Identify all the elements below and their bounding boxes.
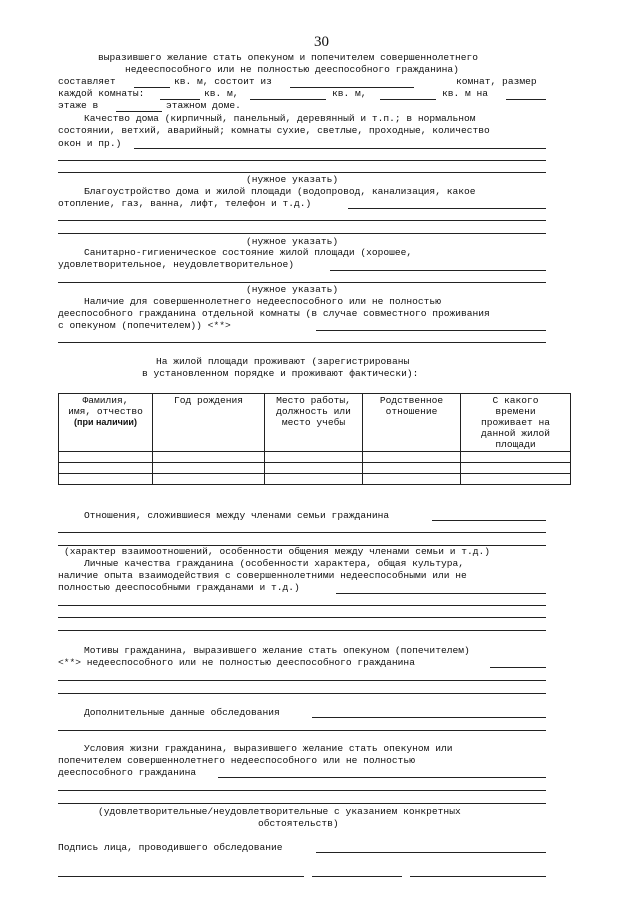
conditions-field-2[interactable] (58, 790, 546, 791)
personal-line-1: Личные качества гражданина (особенности характера, общая культура, (84, 558, 464, 569)
signature-field-1[interactable] (316, 852, 546, 853)
room-line-3: с опекуном (попечителем)) <**> (58, 320, 231, 331)
additional-field-1[interactable] (312, 717, 546, 718)
personal-field-3[interactable] (58, 617, 546, 618)
signature-label: Подпись лица, проводившего обследование (58, 842, 283, 853)
signature-field-name[interactable] (58, 876, 304, 877)
sanitary-line-1: Санитарно-гигиеническое состояние жилой площади (хорошее, (84, 247, 413, 258)
personal-field-1[interactable] (336, 593, 546, 594)
col-header-relation: Родственное отношение (363, 394, 461, 452)
residents-heading-2: в установленном порядке и проживают фактически): (142, 368, 419, 379)
relations-field-2[interactable] (58, 532, 546, 533)
personal-line-3: полностью дееспособными гражданами и т.д.) (58, 582, 300, 593)
col-header-since: С какого времени проживает на данной жилой площади (461, 394, 571, 452)
additional-line-1: Дополнительные данные обследования (84, 707, 280, 718)
room-line-2: дееспособного гражданина отдельной комнаты (в случае совместного проживания (58, 308, 490, 319)
quality-field-3[interactable] (58, 172, 546, 173)
personal-field-4[interactable] (58, 630, 546, 631)
conditions-field-3[interactable] (58, 803, 546, 804)
residents-heading-1: На жилой площади проживают (зарегистрированы (156, 356, 410, 367)
sanitary-field-2[interactable] (58, 282, 546, 283)
col-header-birth-year: Год рождения (153, 394, 265, 452)
quality-line-3: окон и пр.) (58, 138, 122, 149)
col-header-work: Место работы, должность или место учебы (265, 394, 363, 452)
quality-field-2[interactable] (58, 160, 546, 161)
motives-line-1: Мотивы гражданина, выразившего желание стать опекуном (попечителем) (84, 645, 470, 656)
housing-label-4: каждой комнаты: (58, 88, 145, 99)
hint-select-3: (нужное указать) (246, 284, 339, 295)
floor-field[interactable] (506, 99, 546, 100)
conditions-line-3: дееспособного гражданина (58, 767, 197, 778)
page-number: 30 (314, 34, 329, 50)
sanitary-line-2: удовлетворительное, неудовлетворительное) (58, 259, 295, 270)
housing-label-8: этаже в (58, 100, 99, 111)
housing-label-6: кв. м, (332, 88, 367, 99)
room-field-1[interactable] (316, 330, 546, 331)
hint-conditions-2: обстоятельств) (258, 818, 339, 829)
table-row[interactable] (59, 452, 571, 463)
quality-line-1: Качество дома (кирпичный, панельный, деревянный и т.п.; в нормальном (84, 113, 476, 124)
housing-label-7: кв. м на (442, 88, 489, 99)
relations-field-1[interactable] (432, 520, 546, 521)
amenities-line-1: Благоустройство дома и жилой площади (водопровод, канализация, какое (84, 186, 476, 197)
signature-field-sign[interactable] (312, 876, 402, 877)
additional-field-2[interactable] (58, 730, 546, 731)
personal-field-2[interactable] (58, 605, 546, 606)
hint-select-2: (нужное указать) (246, 236, 339, 247)
amenities-field-2[interactable] (58, 220, 546, 221)
housing-label-5: кв. м, (204, 88, 239, 99)
conditions-line-1: Условия жизни гражданина, выразившего желание стать опекуном или (84, 743, 453, 754)
housing-label-9: этажном доме. (166, 100, 241, 111)
amenities-line-2: отопление, газ, ванна, лифт, телефон и т.д.) (58, 198, 312, 209)
col-header-name: Фамилия, имя, отчество (при наличии) (59, 394, 153, 452)
hint-conditions-1: (удовлетворительные/неудовлетворительные с указанием конкретных (98, 806, 461, 817)
quality-field-1[interactable] (134, 148, 546, 149)
conditions-field-1[interactable] (218, 777, 546, 778)
sanitary-field-1[interactable] (330, 270, 546, 271)
motives-field-3[interactable] (58, 693, 546, 694)
room2-size-field[interactable] (250, 99, 326, 100)
header-line-1: выразившего желание стать опекуном и попечителем совершеннолетнего (98, 52, 478, 63)
housing-label-2: кв. м, состоит из (174, 76, 272, 87)
room3-size-field[interactable] (380, 99, 436, 100)
room-line-1: Наличие для совершеннолетнего недееспособного или не полностью (84, 296, 441, 307)
residents-table (58, 393, 571, 485)
relations-line-1: Отношения, сложившиеся между членами семьи гражданина (84, 510, 390, 521)
conditions-line-2: попечителем совершеннолетнего недееспособного или не полностью (58, 755, 415, 766)
hint-select-1: (нужное указать) (246, 174, 339, 185)
hint-relations: (характер взаимоотношений, особенности общения между членами семьи и т.д.) (64, 546, 491, 557)
table-row[interactable] (59, 463, 571, 474)
personal-line-2: наличие опыта взаимодействия с совершеннолетними недееспособными или не (58, 570, 467, 581)
header-line-2: недееспособного или не полностью дееспособного гражданина) (125, 64, 459, 75)
motives-field-1[interactable] (490, 667, 546, 668)
floors-total-field[interactable] (116, 111, 162, 112)
quality-line-2: состоянии, ветхий, аварийный; комнаты сухие, светлые, проходные, количество (58, 125, 490, 136)
signature-field-date[interactable] (410, 876, 546, 877)
room-field-2[interactable] (58, 342, 546, 343)
motives-line-2: <**> недееспособного или не полностью дееспособного гражданина (58, 657, 415, 668)
table-header-row (59, 394, 571, 452)
amenities-field-1[interactable] (348, 208, 546, 209)
amenities-field-3[interactable] (58, 233, 546, 234)
housing-label-1: составляет (58, 76, 116, 87)
housing-label-3: комнат, размер (456, 76, 537, 87)
table-row[interactable] (59, 474, 571, 485)
motives-field-2[interactable] (58, 680, 546, 681)
